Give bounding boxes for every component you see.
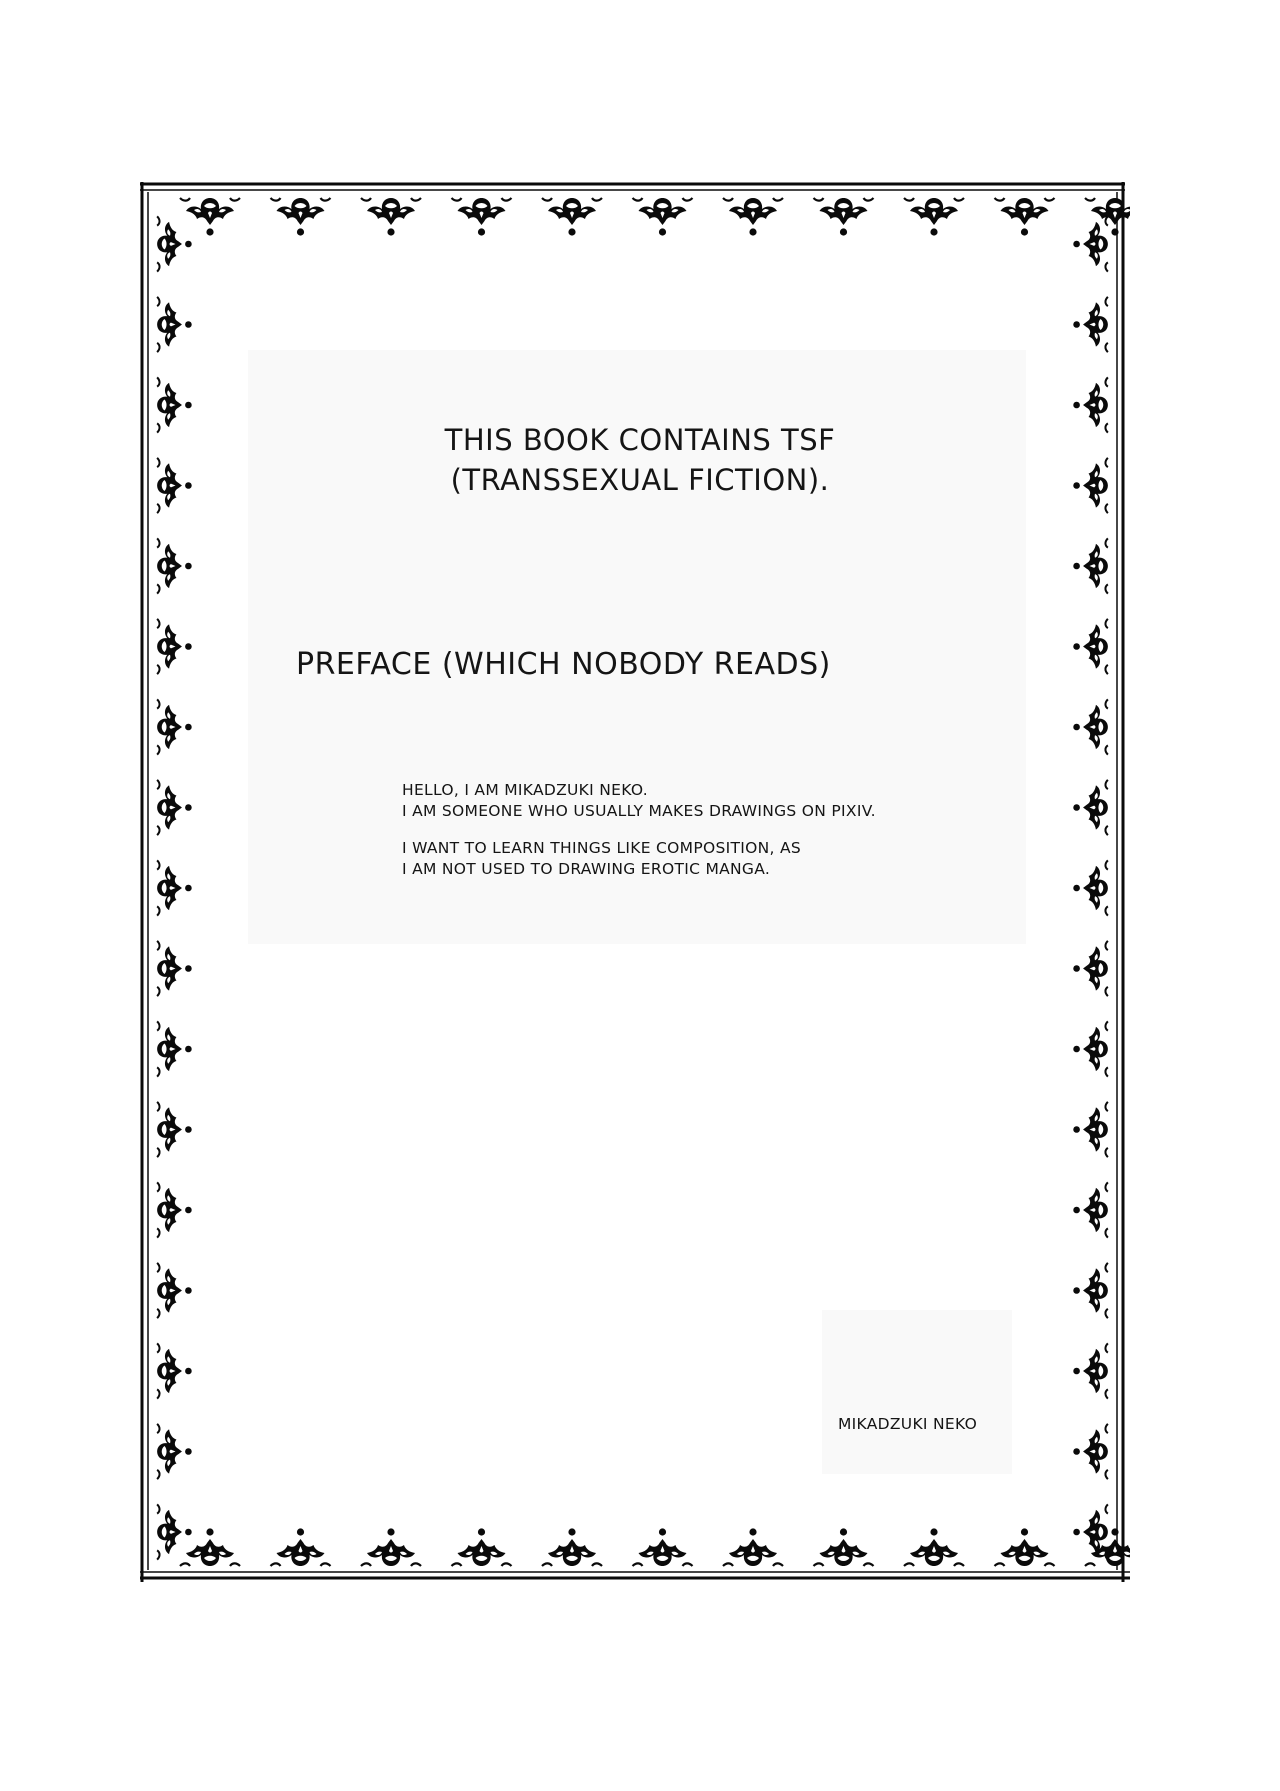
notice-line: (TRANSSEXUAL FICTION). xyxy=(450,463,830,497)
fleuron-icon xyxy=(157,1182,192,1237)
preface-paragraph xyxy=(402,838,801,880)
fleuron-icon xyxy=(157,297,192,352)
fleuron-icon xyxy=(1073,1182,1108,1237)
fleuron-icon xyxy=(1073,1102,1108,1157)
fleuron-icon xyxy=(180,198,240,236)
paragraph-line: HELLO, I AM MIKADZUKI NEKO. xyxy=(402,781,648,799)
fleuron-icon xyxy=(157,216,192,271)
preface-paragraph xyxy=(402,780,876,822)
fleuron-icon xyxy=(1073,1343,1108,1398)
fleuron-icon xyxy=(157,1343,192,1398)
fleuron-icon xyxy=(542,198,602,236)
fleuron-icon xyxy=(904,198,964,236)
fleuron-icon xyxy=(157,1102,192,1157)
fleuron-icon xyxy=(1073,860,1108,915)
paragraph-line: I AM NOT USED TO DRAWING EROTIC MANGA. xyxy=(402,860,771,878)
content-notice xyxy=(380,420,900,500)
fleuron-icon xyxy=(1073,780,1108,835)
fleuron-icon xyxy=(157,1504,192,1559)
fleuron-icon xyxy=(995,198,1055,236)
fleuron-icon xyxy=(1073,458,1108,513)
fleuron-icon xyxy=(452,198,512,236)
fleuron-icon xyxy=(633,1528,693,1566)
fleuron-icon xyxy=(1073,216,1108,271)
fleuron-icon xyxy=(157,619,192,674)
fleuron-icon xyxy=(157,458,192,513)
preface-title: PREFACE (WHICH NOBODY READS) xyxy=(296,647,831,682)
fleuron-icon xyxy=(271,198,331,236)
paragraph-line: I AM SOMEONE WHO USUALLY MAKES DRAWINGS ON PIXIV. xyxy=(402,802,876,820)
fleuron-icon xyxy=(995,1528,1055,1566)
fleuron-icon xyxy=(1073,619,1108,674)
fleuron-icon xyxy=(633,198,693,236)
fleuron-icon xyxy=(1073,1263,1108,1318)
notice-line: THIS BOOK CONTAINS TSF xyxy=(444,423,836,457)
author-signature: MIKADZUKI NEKO xyxy=(838,1415,978,1433)
fleuron-icon xyxy=(361,198,421,236)
fleuron-icon xyxy=(452,1528,512,1566)
fleuron-icon xyxy=(271,1528,331,1566)
fleuron-icon xyxy=(723,198,783,236)
fleuron-icon xyxy=(157,1263,192,1318)
fleuron-icon xyxy=(157,1424,192,1479)
fleuron-icon xyxy=(1073,699,1108,754)
fleuron-icon xyxy=(157,1021,192,1076)
fleuron-icon xyxy=(814,198,874,236)
fleuron-icon xyxy=(1073,538,1108,593)
fleuron-icon xyxy=(904,1528,964,1566)
fleuron-icon xyxy=(814,1528,874,1566)
fleuron-icon xyxy=(157,699,192,754)
fleuron-icon xyxy=(157,780,192,835)
fleuron-icon xyxy=(723,1528,783,1566)
fleuron-icon xyxy=(157,860,192,915)
fleuron-icon xyxy=(1073,297,1108,352)
fleuron-icon xyxy=(361,1528,421,1566)
fleuron-icon xyxy=(542,1528,602,1566)
fleuron-icon xyxy=(157,377,192,432)
fleuron-icon xyxy=(1073,941,1108,996)
fleuron-icon xyxy=(1073,377,1108,432)
fleuron-icon xyxy=(1073,1424,1108,1479)
fleuron-icon xyxy=(1073,1021,1108,1076)
signature-panel xyxy=(822,1310,1012,1474)
fleuron-icon xyxy=(157,941,192,996)
paragraph-line: I WANT TO LEARN THINGS LIKE COMPOSITION, AS xyxy=(402,839,802,857)
fleuron-icon xyxy=(157,538,192,593)
